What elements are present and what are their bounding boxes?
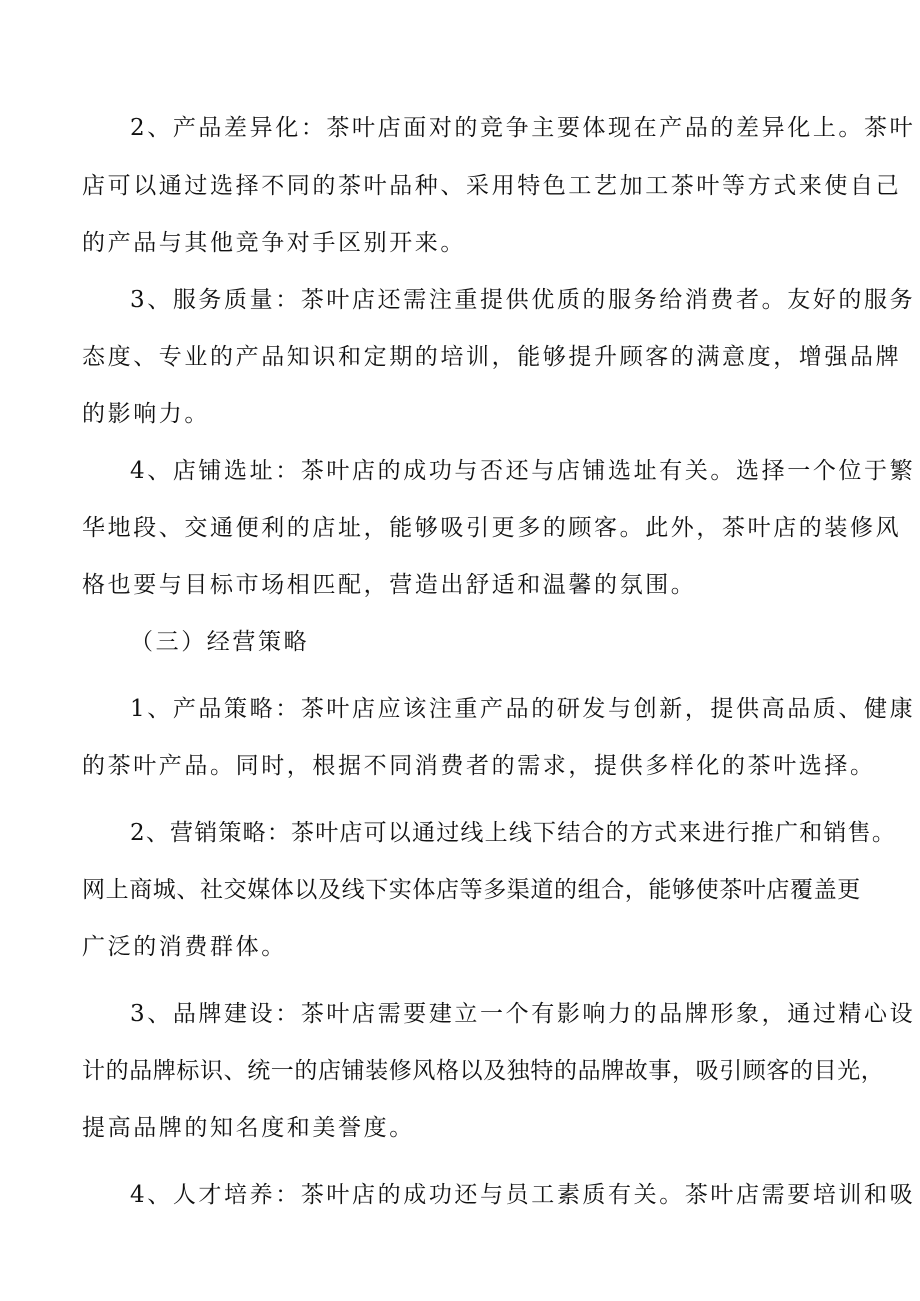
strategy-marketing-line-3: 广泛的消费群体。: [82, 934, 287, 960]
strategy-product-line-2: 的茶叶产品。同时，根据不同消费者的需求，提供多样化的茶叶选择。: [82, 753, 876, 779]
paragraph-product-differentiation-line-1: 2、产品差异化：茶叶店面对的竞争主要体现在产品的差异化上。茶叶: [130, 115, 916, 141]
strategy-marketing-line-2: 网上商城、社交媒体以及线下实体店等多渠道的组合，能够使茶叶店覆盖更: [82, 877, 861, 903]
strategy-talent-line-1: 4、人才培养：茶叶店的成功还与员工素质有关。茶叶店需要培训和吸: [130, 1182, 916, 1208]
paragraph-store-location-line-2: 华地段、交通便利的店址，能够吸引更多的顾客。此外，茶叶店的装修风: [82, 515, 902, 541]
paragraph-service-quality-line-3: 的影响力。: [82, 401, 210, 427]
paragraph-service-quality-line-2: 态度、专业的产品知识和定期的培训，能够提升顾客的满意度，增强品牌: [82, 344, 902, 370]
strategy-brand-line-2: 计的品牌标识、统一的店铺装修风格以及独特的品牌故事，吸引顾客的目光，: [82, 1058, 885, 1084]
section-heading-business-strategy: （三）经营策略: [130, 629, 310, 655]
paragraph-store-location-line-3: 格也要与目标市场相匹配，营造出舒适和温馨的氛围。: [82, 572, 697, 598]
paragraph-service-quality-line-1: 3、服务质量：茶叶店还需注重提供优质的服务给消费者。友好的服务: [130, 287, 916, 313]
strategy-marketing-line-1: 2、营销策略：茶叶店可以通过线上线下结合的方式来进行推广和销售。: [130, 820, 897, 846]
strategy-product-line-1: 1、产品策略：茶叶店应该注重产品的研发与创新，提供高品质、健康: [130, 696, 916, 722]
strategy-brand-line-3: 提高品牌的知名度和美誉度。: [82, 1115, 415, 1141]
paragraph-store-location-line-1: 4、店铺选址：茶叶店的成功与否还与店铺选址有关。选择一个位于繁: [130, 458, 916, 484]
paragraph-product-differentiation-line-3: 的产品与其他竞争对手区别开来。: [82, 230, 466, 256]
paragraph-product-differentiation-line-2: 店可以通过选择不同的茶叶品种、采用特色工艺加工茶叶等方式来使自己: [82, 173, 902, 199]
strategy-brand-line-1: 3、品牌建设：茶叶店需要建立一个有影响力的品牌形象，通过精心设: [130, 1001, 916, 1027]
